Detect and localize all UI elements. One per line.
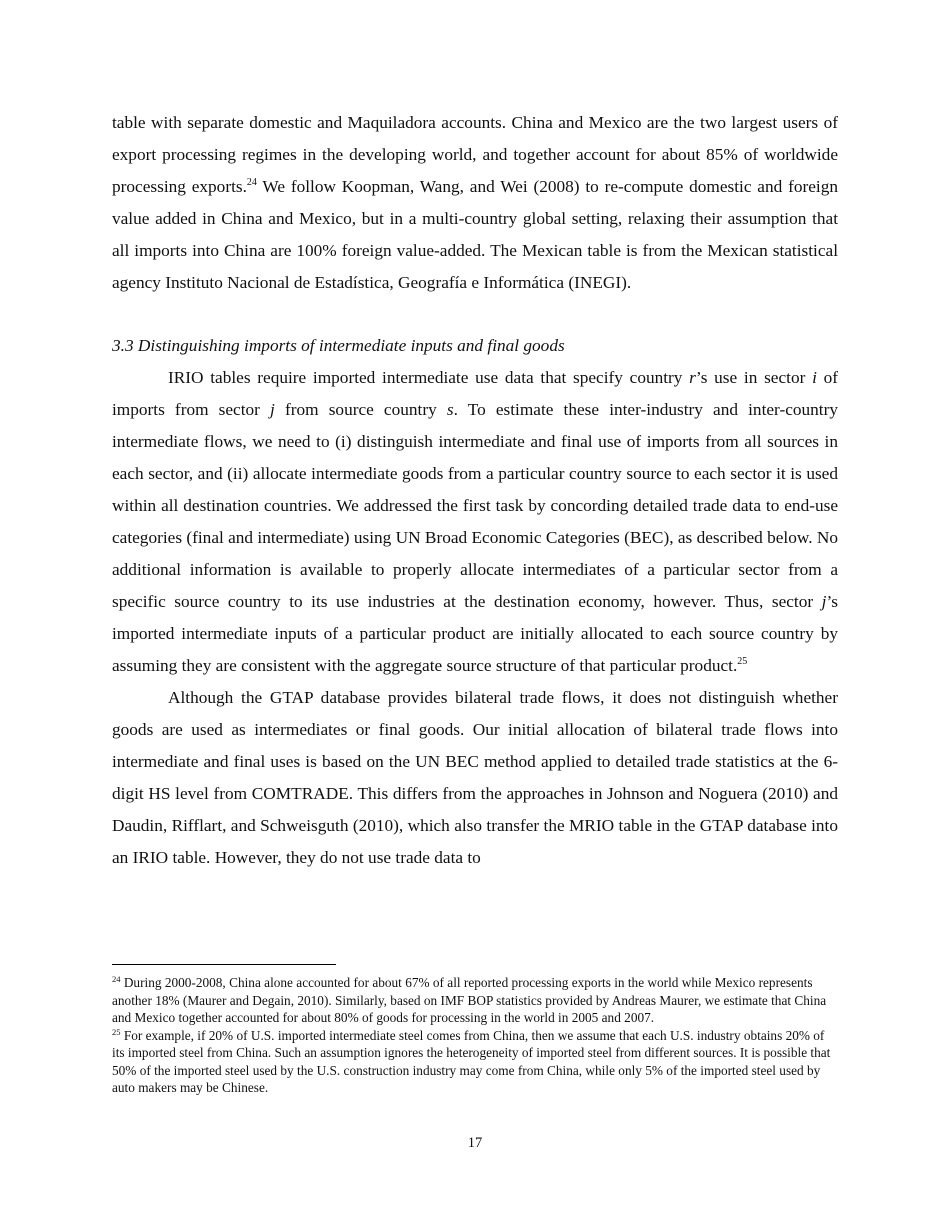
footnotes <box>112 974 838 1097</box>
section-heading-3-3: 3.3 Distinguishing imports of intermediate inputs and final goods <box>112 336 565 355</box>
p2-text-4: from source country <box>274 400 447 419</box>
paragraph-continuation <box>112 107 838 299</box>
footnote-ref-24[interactable]: 24 <box>246 177 257 188</box>
p2-var-s: s <box>446 400 454 419</box>
footnote-separator <box>112 964 336 965</box>
footnote-mark-24: 24 <box>112 974 121 984</box>
p2-var-r: r <box>689 368 696 387</box>
p2-text-5: . To estimate these inter-industry and inter-country intermediate flows, we need to (i) distinguish intermediate and final use of imports from all sources in each sector, and (ii) allocate intermediate goods from a particular country source to each sector it is used within all destination countries. We addressed the first task by concording detailed trade data to end-use categories (final and intermediate) using UN Broad Economic Categories (BEC), as described below. No additional information is available to properly allocate intermediates of a particular sector from a specific source country to its use industries at the destination economy, however. Thus, sector <box>112 400 838 611</box>
page-body <box>112 107 838 874</box>
footnote-mark-25: 25 <box>112 1026 121 1037</box>
p2-var-j-2: j <box>821 592 827 611</box>
paragraph-irio-tables <box>112 362 838 682</box>
p2-text-2: ’s use in sector <box>695 368 813 387</box>
footnote-ref-25[interactable]: 25 <box>737 656 748 667</box>
paragraph-1-text-b: We follow Koopman, Wang, and Wei (2008) to re-compute domestic and foreign value added in China and Mexico, but in a multi-country global setting, relaxing their assumption that all imports into China are 100% foreign value-added. The Mexican table is from the Mexican statistical agency Instituto Nacional de Estadística, Geografía e Informática (INEGI). <box>112 177 838 292</box>
p2-text-3: of imports from sector <box>112 368 838 419</box>
p2-var-j: j <box>270 400 275 419</box>
page-number: 17 <box>467 1135 483 1151</box>
footnote-24 <box>112 974 838 1027</box>
p2-var-i: i <box>812 368 817 387</box>
p2-text-1: IRIO tables require imported intermediate use data that specify country <box>168 368 690 387</box>
footnote-25 <box>112 1027 838 1097</box>
paragraph-gtap-database: Although the GTAP database provides bilateral trade flows, it does not distinguish whether goods are used as intermediates or final goods. Our initial allocation of bilateral trade flows into intermediate and final uses is based on the UN BEC method applied to detailed trade statistics at the 6-digit HS level from COMTRADE. This differs from the approaches in Johnson and Noguera (2010) and Daudin, Rifflart, and Schweisguth (2010), which also transfer the MRIO table in the GTAP database into an IRIO table. However, they do not use trade data to <box>112 688 838 867</box>
footnote-25-text: For example, if 20% of U.S. imported intermediate steel comes from China, then we assume that each U.S. industry obtains 20% of its imported steel from China. Such an assumption ignores the heterogeneity of imported steel from different sources. It is possible that 50% of the imported steel used by the U.S. construction industry may come from China, while only 5% of the imported steel used by auto makers may be Chinese. <box>112 1027 831 1095</box>
p2-text-6: ’s imported intermediate inputs of a particular product are initially allocated to each source country by assuming they are consistent with the aggregate source structure of that particular product. <box>112 592 838 675</box>
footnote-24-text: During 2000-2008, China alone accounted for about 67% of all reported processing exports in the world while Mexico represents another 18% (Maurer and Degain, 2010). Similarly, based on IMF BOP statistics provided by Andreas Maurer, we estimate that China and Mexico together accounted for about 80% of goods for processing in the world in 2005 and 2007. <box>112 975 827 1025</box>
paragraph-1-text-a: table with separate domestic and Maquiladora accounts. China and Mexico are the two largest users of export processing regimes in the developing world, and together account for about 85% of worldwide processing exports. <box>112 113 838 196</box>
